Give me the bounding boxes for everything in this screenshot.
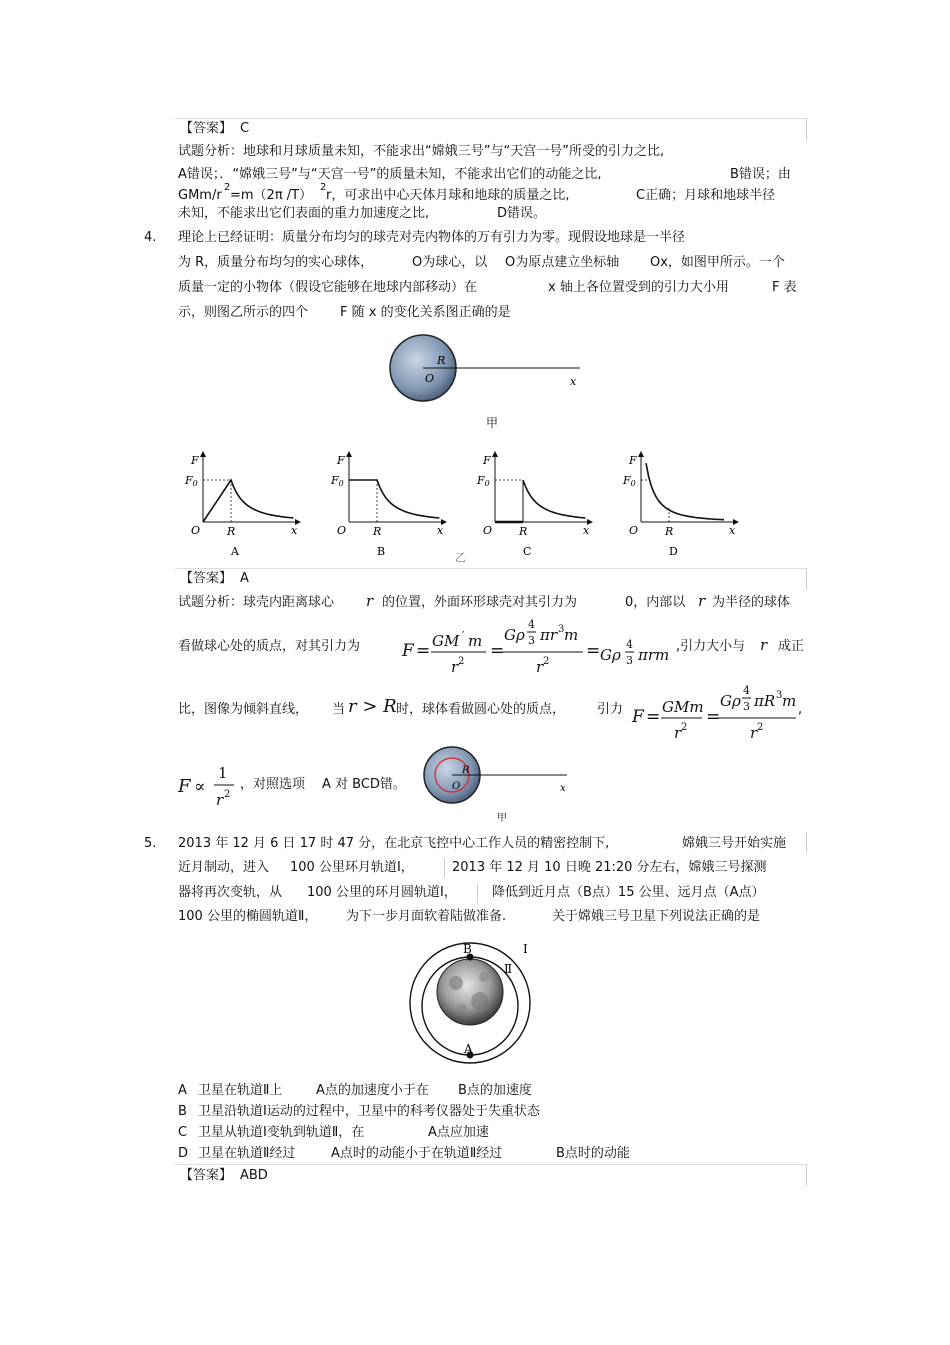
svg-text:3: 3 [743, 700, 750, 713]
symbol-r-1: r [366, 592, 374, 610]
axis-label-F: F [629, 454, 637, 467]
q5-line1b: 嫦娥三号开始实施 [682, 836, 787, 851]
q3-exponent-1: 2 [224, 182, 231, 193]
svg-text:=: = [490, 641, 505, 661]
svg-text:4: 4 [626, 638, 633, 651]
svg-text:GM: GM [432, 632, 460, 650]
svg-text:3: 3 [558, 624, 565, 635]
svg-text:3: 3 [528, 634, 535, 647]
q5-line3c: 降低到近月点（B点）15 公里、远月点（A点） [492, 885, 765, 900]
svg-text:2: 2 [681, 722, 688, 733]
svg-text:2: 2 [757, 722, 764, 733]
q5-option-D-text2: A点时的动能小于在轨道Ⅱ经过 [331, 1146, 503, 1161]
q5-option-B-text1: 卫星沿轨道Ⅰ运动的过程中，卫星中的科考仪器处于失重状态 [198, 1104, 540, 1119]
q3-exponent-2: 2 [320, 182, 327, 193]
q3-answer-value: C [240, 121, 250, 136]
q5-line3a: 器将再次变轨，从 [178, 885, 283, 900]
q4-answer-label: 【答案】 [180, 571, 233, 586]
svg-text:1: 1 [218, 764, 228, 782]
svg-text:Gρ: Gρ [600, 646, 621, 664]
q3-analysis-line2b: B错误；由 [730, 167, 791, 182]
q5-option-A-key: A [178, 1083, 187, 1098]
q3-answer-label: 【答案】 [180, 121, 233, 136]
figure-yi-caption: 乙 [455, 551, 466, 564]
svg-text:O: O [452, 781, 461, 792]
svg-text:3: 3 [626, 654, 633, 667]
svg-text:′: ′ [462, 629, 465, 642]
q5-line2c: 2013 年 12 月 10 日晚 21:20 分左右，嫦娥三号探测 [452, 860, 767, 875]
svg-text:πrm: πrm [638, 646, 670, 664]
figure-yi-graphs [183, 445, 773, 560]
svg-text:4: 4 [528, 618, 535, 631]
q4-line3a: 质量一定的小物体（假设它能够在地球内部移动）在 [178, 280, 478, 295]
figure-jia-earth-diagram [385, 330, 595, 410]
svg-text:4: 4 [743, 684, 750, 697]
axis-label-R: R [373, 525, 382, 538]
q3-analysis-line1: 试题分析：地球和月球质量未知，不能求出“嫦娥三号”与“天宫一号”所受的引力之比, [178, 144, 665, 159]
figure-jia-small-diagram [422, 744, 572, 808]
q4-line2c: O为原点建立坐标轴 [505, 255, 620, 270]
q5-option-D-text1: 卫星在轨道Ⅱ经过 [198, 1146, 296, 1161]
axis-label-x: x [437, 524, 444, 537]
figure-moon-orbits [400, 935, 545, 1065]
q4-analysis-line2c: 成正 [778, 639, 805, 654]
q4-analysis-line3d: 引力 [597, 702, 624, 717]
q4-analysis-line1b: 的位置，外面环形球壳对其引力为 [382, 595, 578, 610]
axis-label-F0: F0 [623, 474, 636, 488]
q4-line2a: 为 R，质量分布均匀的实心球体， [178, 255, 374, 270]
q5-answer-label: 【答案】 [180, 1168, 233, 1183]
svg-text:r: r [451, 658, 459, 676]
q5-option-C-text1: 卫星从轨道Ⅰ变轨到轨道Ⅱ，在 [198, 1125, 365, 1140]
q4-line4b: F 随 x 的变化关系图正确的是 [340, 305, 511, 320]
q5-option-B-key: B [178, 1104, 187, 1119]
q4-analysis-line1c: 0，内部以 [625, 595, 686, 610]
axis-label-F0: F0 [185, 474, 198, 488]
q5-option-A-text3: B点的加速度 [458, 1083, 532, 1098]
q5-line2b: 100 公里环月轨道Ⅰ， [290, 860, 414, 875]
svg-text:m: m [782, 692, 797, 710]
symbol-r-3: r [760, 636, 768, 654]
q3-analysis-line3a: GMm/r [178, 188, 222, 203]
condition-r-greater-R: r > R [348, 696, 397, 717]
svg-text:A: A [464, 1042, 473, 1056]
q3-analysis-line2a: A错误；．“嫦娥三号”与“天宫一号”的质量未知，不能求出它们的动能之比, [178, 167, 602, 182]
q4-answer-value: A [240, 571, 249, 586]
curve [203, 480, 293, 522]
axis-label-F0: F0 [331, 474, 344, 488]
graph-option-B [330, 454, 444, 558]
label-O: O [425, 372, 435, 385]
axis-label-O: O [191, 524, 201, 537]
graph-option-label: D [669, 545, 678, 558]
svg-text:πr: πr [540, 626, 558, 644]
q4-analysis-line1a: 试题分析：球壳内距离球心 [178, 595, 335, 610]
axis-label-F: F [337, 454, 345, 467]
q4-analysis-line3b: 当 [332, 702, 346, 717]
graph-option-label: B [377, 545, 386, 558]
q3-analysis-line3d: C正确；月球和地球半径 [636, 188, 776, 203]
q5-option-A-text1: 卫星在轨道Ⅱ上 [198, 1083, 283, 1098]
q3-analysis-line4b: D错误。 [497, 206, 547, 221]
svg-text:F: F [632, 707, 644, 727]
curve [523, 480, 585, 518]
graph-option-label: C [523, 545, 532, 558]
axis-label-R: R [519, 525, 528, 538]
q3-analysis-line3c: r，可求出中心天体月球和地球的质量之比, [326, 188, 570, 203]
svg-text:∝: ∝ [194, 777, 206, 797]
figure-jia-small-caption: 甲 [497, 813, 507, 824]
svg-text:=: = [646, 707, 661, 727]
q5-line3b: 100 公里的环月圆轨道Ⅰ， [307, 885, 457, 900]
svg-text:F: F [402, 641, 414, 661]
q4-line1: 理论上已经证明：质量分布均匀的球壳对壳内物体的万有引力为零。现假设地球是一半径 [178, 230, 686, 245]
svg-text:F: F [178, 776, 191, 797]
q5-option-C-text2: A点应加速 [428, 1125, 489, 1140]
svg-text:m: m [564, 626, 579, 644]
svg-text:=: = [586, 641, 601, 661]
label-x: x [570, 375, 577, 388]
svg-text:r: r [750, 724, 758, 742]
axis-label-x: x [291, 524, 298, 537]
moon [437, 959, 503, 1025]
graph-option-A [184, 454, 298, 558]
svg-text:r: r [216, 791, 224, 809]
q5-option-D-text3: B点时的动能 [556, 1146, 630, 1161]
svg-text:GMm: GMm [662, 698, 704, 716]
q4-analysis-line3c: 时，球体看做圆心处的质点， [396, 702, 566, 717]
formula-force-inside [400, 612, 680, 678]
svg-text:2: 2 [458, 656, 465, 667]
q5-number: 5. [144, 836, 157, 851]
graph-option-C [476, 454, 590, 558]
graph-option-D [622, 454, 736, 558]
q4-line3b: x 轴上各位置受到的引力大小用 [548, 280, 729, 295]
svg-text:=: = [706, 707, 721, 727]
svg-text:R: R [462, 765, 470, 776]
label-R: R [437, 354, 446, 367]
q5-answer-value: ABD [240, 1168, 268, 1183]
formula-proportional [176, 758, 242, 814]
q5-line4b: 为下一步月面软着陆做准备. [346, 909, 507, 924]
q4-analysis-line2a: 看做球心处的质点，对其引力为 [178, 639, 361, 654]
q4-line3c: F 表 [772, 280, 797, 295]
q4-analysis-line4a: ，对照选项 [240, 777, 306, 792]
q5-option-A-text2: A点的加速度小于在 [316, 1083, 429, 1098]
q4-line2d: Ox，如图甲所示。一个 [650, 255, 785, 270]
q3-analysis-line4a: 未知，不能求出它们表面的重力加速度之比, [178, 206, 430, 221]
q5-option-C-key: C [178, 1125, 188, 1140]
q5-line1a: 2013 年 12 月 6 日 17 时 47 分，在北京飞控中心工作人员的精密控制下, [178, 836, 610, 851]
svg-text:Gρ: Gρ [504, 626, 525, 644]
svg-text:πR: πR [754, 692, 776, 710]
svg-text:3: 3 [776, 690, 783, 701]
axis-label-O: O [483, 524, 493, 537]
graph-option-label: A [231, 545, 239, 558]
svg-text:I: I [523, 942, 528, 956]
svg-text:r: r [674, 724, 682, 742]
q5-line4a: 100 公里的椭圆轨道Ⅱ， [178, 909, 318, 924]
svg-text:m: m [468, 632, 483, 650]
axis-label-x: x [729, 524, 736, 537]
q5-option-D-key: D [178, 1146, 189, 1161]
axis-label-O: O [337, 524, 347, 537]
q4-analysis-line2b: ,引力大小与 [676, 639, 746, 654]
q5-line2a: 近月制动，进入 [178, 860, 270, 875]
q4-analysis-line4b: A 对 BCD错。 [322, 777, 406, 792]
q4-analysis-line1d: 为半径的球体 [712, 595, 791, 610]
q4-line4a: 示，则图乙所示的四个 [178, 305, 309, 320]
svg-text:Ⅱ: Ⅱ [504, 962, 513, 976]
curve [646, 463, 724, 520]
axis-label-R: R [665, 525, 674, 538]
svg-text:Gρ: Gρ [720, 692, 741, 710]
axis-label-x: x [583, 524, 590, 537]
axis-label-R: R [227, 525, 236, 538]
svg-text:=: = [416, 641, 431, 661]
q4-number: 4. [144, 230, 157, 245]
q4-analysis-line3e: , [798, 702, 803, 717]
q5-line4c: 关于嫦娥三号卫星下列说法正确的是 [552, 909, 761, 924]
svg-text:r: r [536, 658, 544, 676]
formula-force-outside [630, 680, 803, 744]
axis-label-F0: F0 [477, 474, 490, 488]
q4-line2b: O为球心，以 [412, 255, 488, 270]
axis-label-F: F [483, 454, 491, 467]
figure-jia-caption: 甲 [486, 416, 499, 430]
svg-text:x: x [560, 783, 566, 794]
axis-label-O: O [629, 524, 639, 537]
q3-analysis-line3b: =m（2π /T） [230, 188, 313, 203]
curve [349, 480, 439, 518]
symbol-r-2: r [698, 592, 706, 610]
axis-label-F: F [191, 454, 199, 467]
svg-text:2: 2 [543, 656, 550, 667]
svg-text:2: 2 [224, 789, 231, 800]
svg-text:B: B [463, 942, 472, 956]
q4-analysis-line3a: 比，图像为倾斜直线， [178, 702, 309, 717]
